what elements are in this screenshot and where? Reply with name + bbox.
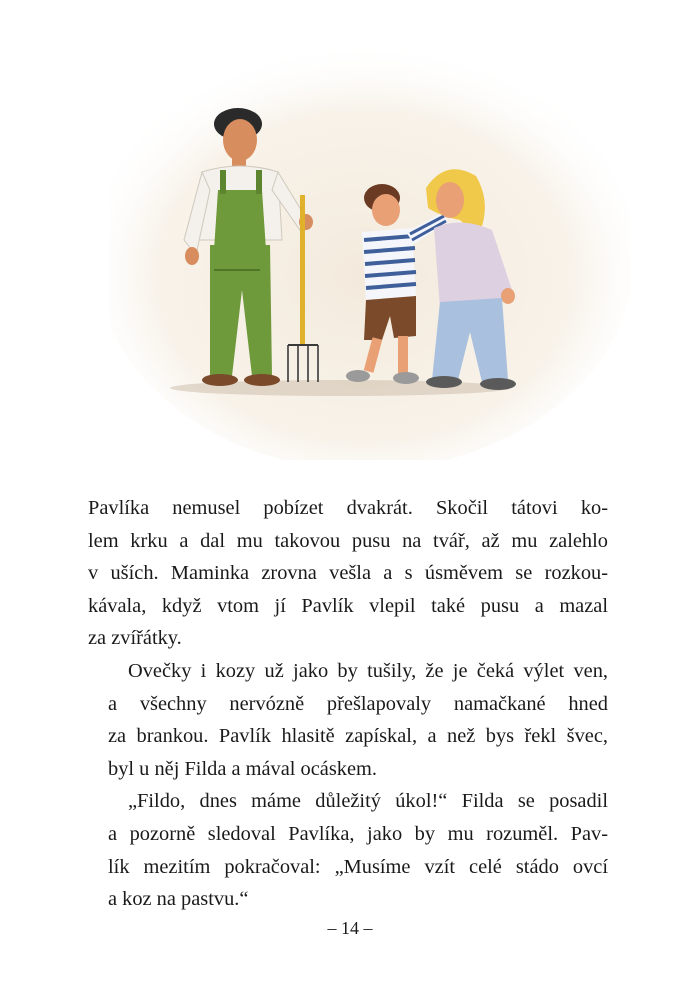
paragraph — [88, 492, 608, 655]
text-line: Ovečky i kozy už jako by tušily, že je čeká výlet ven, — [128, 659, 608, 682]
text-line: a koz na pastvu.“ — [108, 888, 249, 911]
story-text — [88, 492, 608, 916]
text-line: byl u něj Filda a mával ocáskem. — [108, 757, 377, 780]
text-line: kávala, když vtom jí Pavlík vlepil také pusu a mazal — [88, 594, 608, 617]
text-line: a pozorně sledoval Pavlíka, jako by mu rozuměl. Pav- — [108, 822, 608, 845]
text-line: za brankou. Pavlík hlasitě zapískal, a než bys řekl švec, — [108, 725, 608, 748]
page-number: – 14 – — [327, 918, 373, 938]
text-line: a všechny nervózně přešlapovaly namačkané hned — [108, 692, 608, 715]
paragraph — [88, 655, 608, 785]
text-line: lem krku a dal mu takovou pusu na tvář, až mu zalehlo — [88, 529, 608, 552]
text-line: Pavlíka nemusel pobízet dvakrát. Skočil tátovi ko- — [88, 497, 608, 519]
family-farm-illustration — [110, 40, 630, 460]
text-line: lík mezitím pokračoval: „Musíme vzít celé stádo ovcí — [108, 855, 608, 878]
text-line: „Fildo, dnes máme důležitý úkol!“ Filda se posadil — [128, 790, 608, 813]
text-line: za zvířátky. — [88, 627, 182, 650]
text-line: v uších. Maminka zrovna vešla a s úsměvem se rozkou- — [88, 562, 608, 585]
paragraph — [88, 785, 608, 915]
